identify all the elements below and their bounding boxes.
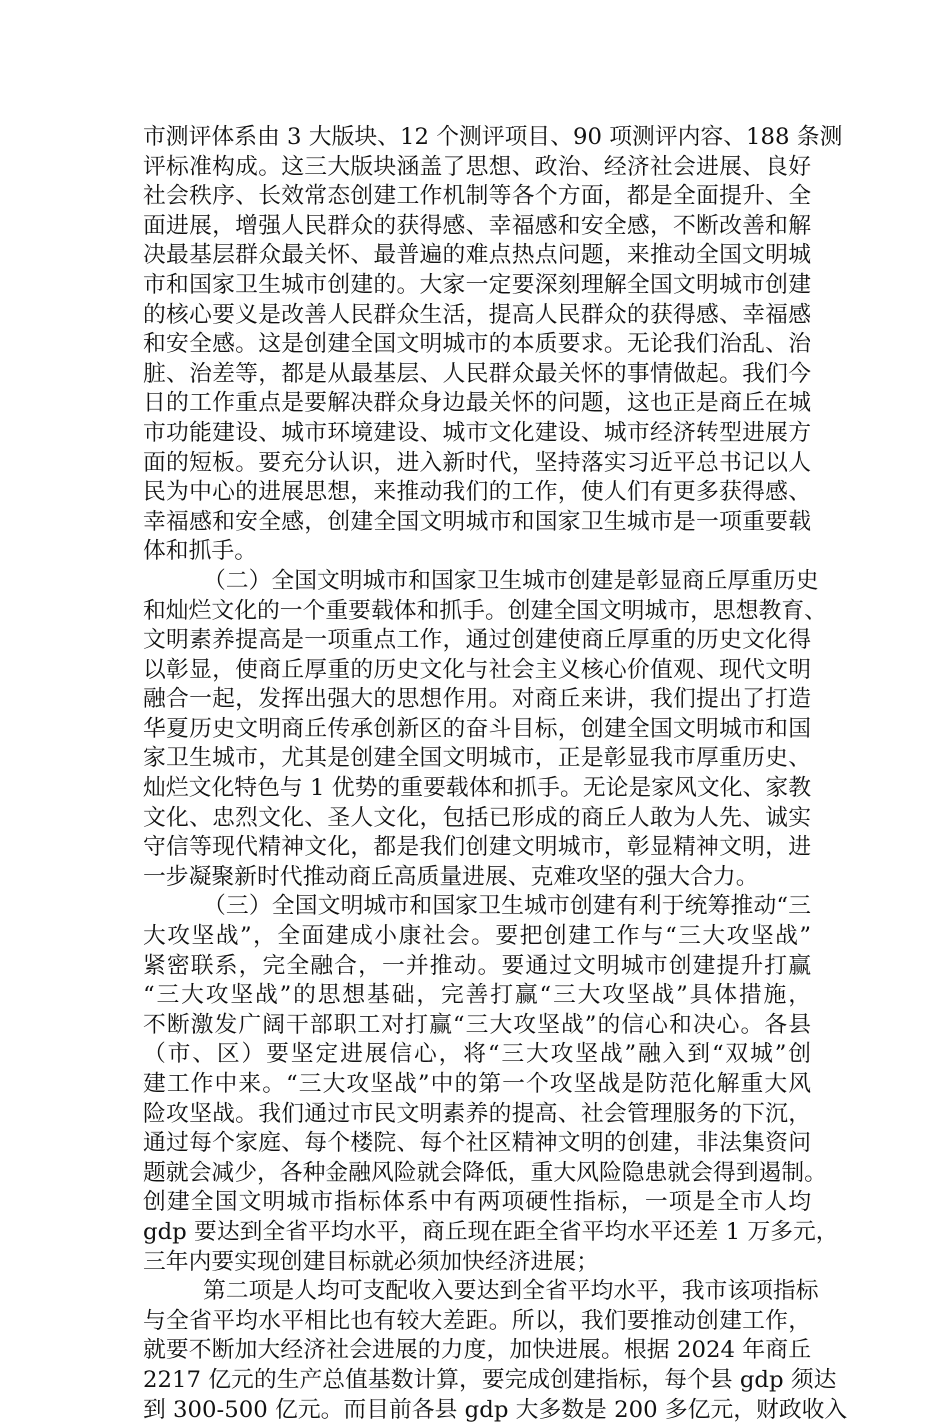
text-line: （二）全国文明城市和国家卫生城市创建是彰显商丘厚重历史 (203, 567, 819, 594)
text-line: 险攻坚战。我们通过市民文明素养的提高、社会管理服务的下沉， (143, 1100, 811, 1127)
text-line: （三）全国文明城市和国家卫生城市创建有利于统筹推动“三 (203, 893, 811, 920)
text-line: （市、区）要坚定进展信心，将“三大攻坚战”融入到“双城”创 (143, 1041, 811, 1068)
text-line: 大攻坚战”，全面建成小康社会。要把创建工作与“三大攻坚战” (143, 923, 811, 950)
text-line: 市和国家卫生城市创建的。大家一定要深刻理解全国文明城市创建 (143, 271, 811, 298)
text-line: 的核心要义是改善人民群众生活，提高人民群众的获得感、幸福感 (143, 301, 811, 328)
text-line: 社会秩序、长效常态创建工作机制等各个方面，都是全面提升、全 (143, 183, 811, 210)
text-line: 与全省平均水平相比也有较大差距。所以，我们要推动创建工作， (143, 1307, 811, 1334)
text-line: 市测评体系由 3 大版块、12 个测评项目、90 项测评内容、188 条测 (143, 124, 843, 150)
text-line: 评标准构成。这三大版块涵盖了思想、政治、经济社会进展、良好 (143, 153, 811, 180)
text-line: gdp 要达到全省平均水平，商丘现在距全省平均水平还差 1 万多元， (143, 1218, 839, 1245)
text-line: 到 300-500 亿元。而目前各县 gdp 大多数是 200 多亿元，财政收入 (143, 1396, 848, 1423)
text-line: 以彰显，使商丘厚重的历史文化与社会主义核心价值观、现代文明 (143, 656, 811, 683)
text-line: 三年内要实现创建目标就必须加快经济进展； (143, 1248, 599, 1275)
text-line: 日的工作重点是要解决群众身边最关怀的问题，这也正是商丘在城 (143, 390, 811, 417)
text-line: 就要不断加大经济社会进展的力度，加快进展。根据 2024 年商丘 (143, 1337, 811, 1364)
text-line: 面进展，增强人民群众的获得感、幸福感和安全感，不断改善和解 (143, 212, 811, 239)
text-line: 题就会减少，各种金融风险就会降低，重大风险隐患就会得到遏制。 (143, 1159, 827, 1186)
document-body (143, 123, 848, 1425)
text-line: 紧密联系，完全融合，一并推动。要通过文明城市创建提升打赢 (143, 952, 811, 979)
text-line: 建工作中来。“三大攻坚战”中的第一个攻坚战是防范化解重大风 (143, 1071, 811, 1097)
text-line: “三大攻坚战”的思想基础，完善打赢“三大攻坚战”具体措施， (143, 982, 811, 1009)
text-line: 融合一起，发挥出强大的思想作用。对商丘来讲，我们提出了打造 (143, 686, 811, 713)
text-line: 不断激发广阔干部职工对打赢“三大攻坚战”的信心和决心。各县 (143, 1011, 811, 1038)
text-line: 决最基层群众最关怀、最普遍的难点热点问题，来推动全国文明城 (143, 242, 811, 269)
text-line: 灿烂文化特色与 1 优势的重要载体和抓手。无论是家风文化、家教 (143, 775, 811, 802)
text-line: 体和抓手。 (143, 538, 257, 565)
paragraph-3 (143, 892, 839, 1277)
text-line: 和灿烂文化的一个重要载体和抓手。创建全国文明城市，思想教育、 (143, 597, 827, 624)
paragraph-2 (143, 567, 827, 893)
text-line: 通过每个家庭、每个楼院、每个社区精神文明的创建，非法集资问 (143, 1130, 811, 1157)
text-line: 守信等现代精神文化，都是我们创建文明城市，彰显精神文明，进 (143, 834, 811, 861)
text-line: 幸福感和安全感，创建全国文明城市和国家卫生城市是一项重要载 (143, 508, 811, 535)
text-line: 一步凝聚新时代推动商丘高质量进展、克难攻坚的强大合力。 (143, 863, 759, 890)
text-line: 市功能建设、城市环境建设、城市文化建设、城市经济转型进展方 (143, 419, 811, 446)
paragraph-4 (143, 1277, 848, 1425)
text-line: 和安全感。这是创建全国文明城市的本质要求。无论我们治乱、治 (143, 331, 811, 358)
text-line: 2217 亿元的生产总值基数计算，要完成创建指标，每个县 gdp 须达 (143, 1366, 837, 1393)
paragraph-1 (143, 123, 843, 567)
text-line: 文化、忠烈文化、圣人文化，包括已形成的商丘人敢为人先、诚实 (143, 804, 811, 831)
text-line: 第二项是人均可支配收入要达到全省平均水平，我市该项指标 (203, 1278, 819, 1305)
text-line: 文明素养提高是一项重点工作，通过创建使商丘厚重的历史文化得 (143, 627, 811, 654)
text-line: 脏、治差等，都是从最基层、人民群众最关怀的事情做起。我们今 (143, 360, 811, 387)
text-line: 家卫生城市，尤其是创建全国文明城市，正是彰显我市厚重历史、 (143, 745, 811, 772)
text-line: 民为中心的进展思想，来推动我们的工作，使人们有更多获得感、 (143, 479, 811, 506)
text-line: 创建全国文明城市指标体系中有两项硬性指标，一项是全市人均 (143, 1189, 811, 1216)
text-line: 华夏历史文明商丘传承创新区的奋斗目标，创建全国文明城市和国 (143, 715, 811, 742)
text-line: 面的短板。要充分认识，进入新时代，坚持落实习近平总书记以人 (143, 449, 811, 476)
